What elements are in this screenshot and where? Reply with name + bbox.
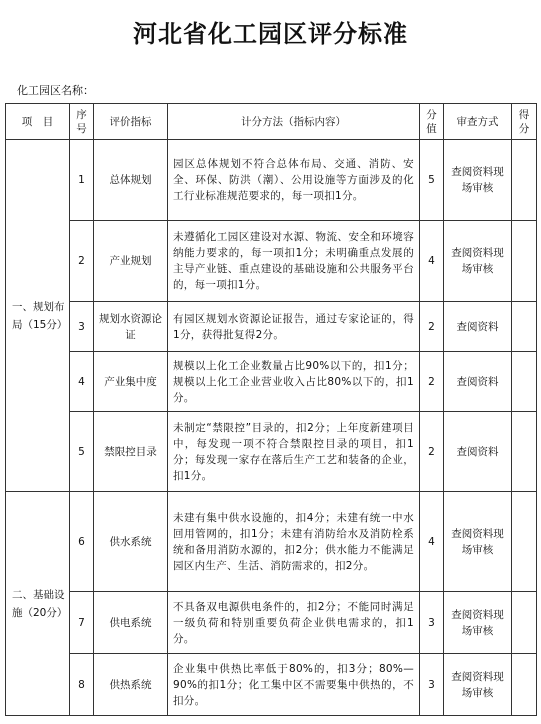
row-indicator: 供水系统 (94, 492, 168, 592)
row-score: 4 (420, 492, 444, 592)
category-cell: 一、规划布局（15分） (6, 140, 70, 492)
row-method: 企业集中供热比率低于80%的，扣3分；80%—90%的扣1分；化工集中区不需要集中供热的，不扣分。 (168, 654, 420, 716)
row-indicator: 供热系统 (94, 654, 168, 716)
scoring-table (5, 103, 537, 716)
row-indicator: 总体规划 (94, 140, 168, 221)
table-row (6, 592, 537, 654)
table-row (6, 492, 537, 592)
row-gain (512, 140, 537, 221)
row-score: 3 (420, 592, 444, 654)
row-indicator: 规划水资源论证 (94, 302, 168, 352)
row-score: 2 (420, 302, 444, 352)
row-review: 查阅资料 (444, 352, 512, 412)
row-score: 4 (420, 221, 444, 302)
row-review: 查阅资料 (444, 302, 512, 352)
row-review: 查阅资料现场审核 (444, 492, 512, 592)
row-gain (512, 592, 537, 654)
row-score: 2 (420, 412, 444, 492)
table-row (6, 302, 537, 352)
table-row (6, 140, 537, 221)
header-seq: 序号 (70, 104, 94, 140)
row-seq: 4 (70, 352, 94, 412)
row-review: 查阅资料现场审核 (444, 221, 512, 302)
row-method: 未遵循化工园区建设对水源、物流、安全和环境容纳能力要求的，每一项扣1分；未明确重点发展的主导产业链、重点建设的基础设施和公共服务平台的，每一项扣1分。 (168, 221, 420, 302)
row-indicator: 产业规划 (94, 221, 168, 302)
table-row (6, 221, 537, 302)
row-indicator: 禁限控目录 (94, 412, 168, 492)
row-gain (512, 654, 537, 716)
row-score: 3 (420, 654, 444, 716)
row-indicator: 产业集中度 (94, 352, 168, 412)
row-seq: 8 (70, 654, 94, 716)
row-score: 2 (420, 352, 444, 412)
table-row (6, 654, 537, 716)
row-gain (512, 221, 537, 302)
row-review: 查阅资料现场审核 (444, 592, 512, 654)
row-seq: 5 (70, 412, 94, 492)
table-row (6, 352, 537, 412)
row-method: 园区总体规划不符合总体布局、交通、消防、安全、环保、防洪（潮）、公用设施等方面涉及的化工行业标准规范要求的，每一项扣1分。 (168, 140, 420, 221)
row-seq: 1 (70, 140, 94, 221)
page-title: 河北省化工园区评分标准 (133, 19, 408, 48)
row-gain (512, 352, 537, 412)
table-row (6, 412, 537, 492)
park-name-label: 化工园区名称： (17, 84, 94, 97)
row-seq: 2 (70, 221, 94, 302)
row-method: 未制定“禁限控”目录的，扣2分；上年度新建项目中，每发现一项不符合禁限控目录的项目，扣1分；每发现一家存在落后生产工艺和装备的企业，扣1分。 (168, 412, 420, 492)
row-method: 不具备双电源供电条件的，扣2分；不能同时满足一级负荷和特别重要负荷企业供电需求的，扣1分。 (168, 592, 420, 654)
row-review: 查阅资料现场审核 (444, 654, 512, 716)
row-method: 规模以上化工企业数量占比90%以下的，扣1分；规模以上化工企业营业收入占比80%以下的，扣1分。 (168, 352, 420, 412)
row-seq: 6 (70, 492, 94, 592)
row-method: 有园区规划水资源论证报告，通过专家论证的，得1分，获得批复得2分。 (168, 302, 420, 352)
row-review: 查阅资料现场审核 (444, 140, 512, 221)
row-gain (512, 492, 537, 592)
row-gain (512, 302, 537, 352)
header-score: 分值 (420, 104, 444, 140)
row-seq: 7 (70, 592, 94, 654)
header-item: 项 目 (6, 104, 70, 140)
header-method: 计分方法（指标内容） (168, 104, 420, 140)
header-indicator: 评价指标 (94, 104, 168, 140)
row-review: 查阅资料 (444, 412, 512, 492)
header-gain: 得分 (512, 104, 537, 140)
row-gain (512, 412, 537, 492)
row-method: 未建有集中供水设施的，扣4分；未建有统一中水回用管网的，扣1分；未建有消防给水及消防栓系统和备用消防水源的，扣2分；供水能力不能满足园区内生产、生活、消防需求的，扣2分。 (168, 492, 420, 592)
header-review: 审查方式 (444, 104, 512, 140)
row-indicator: 供电系统 (94, 592, 168, 654)
row-seq: 3 (70, 302, 94, 352)
row-score: 5 (420, 140, 444, 221)
category-cell: 二、基础设施（20分） (6, 492, 70, 716)
table-header-row (6, 104, 537, 140)
